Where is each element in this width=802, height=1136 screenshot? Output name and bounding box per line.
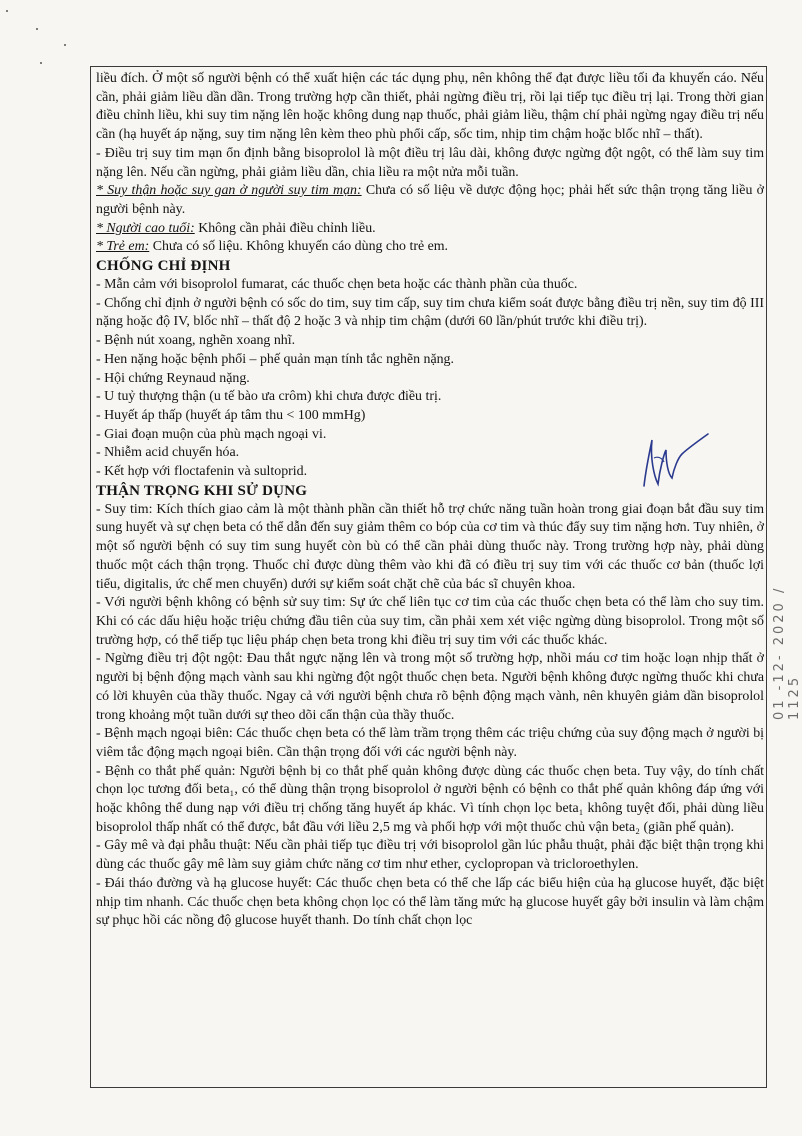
note-label: * Người cao tuổi: [96,220,195,236]
paragraph: - Điều trị suy tim mạn ổn định bằng bisoprolol là một điều trị lâu dài, không được ngừng đột ngột, có thể làm suy tim nặng lên. Nếu cần ngừng, phải giảm liều dần, chia liều ra một nửa mỗi tuần. [96,145,764,180]
special-group-note [96,220,764,239]
list-item: - Bệnh nút xoang, nghẽn xoang nhĩ. [96,333,296,349]
list-item: - Bệnh co thắt phế quản: Người bệnh bị co thắt phế quản không được dùng các thuốc chẹn beta. Tuy vậy, do tính chất chọn lọc tương đối beta₁, có thể dùng thận trọng bisoprolol ở người bệnh có bệnh co thắt phế quản không đáp ứng với hoặc không thể dung nạp với điều trị chống tăng huyết áp khác. Vì tính chọn lọc beta₁ không tuyệt đối, phải dùng liều bisoprolol thấp nhất có thể được, bắt đầu với liều 2,5 mg và phối hợp với một thuốc chủ vận beta₂ (giãn phế quản). [96,763,764,835]
margin-stamp: 01 -12- 2020 / 1125 [772,585,802,720]
document-body [96,70,764,931]
note-text: Chưa có số liệu. Không khuyến cáo dùng cho trẻ em. [149,239,449,255]
note-text: Không cần phải điều chỉnh liều. [194,220,376,236]
handwritten-signature [636,428,716,498]
list-item: - Kết hợp với floctafenin và sultoprid. [96,464,308,480]
list-item: - Hội chứng Reynaud nặng. [96,370,250,386]
note-label: * Trẻ em: [96,239,150,255]
list-item: - Giai đoạn muộn của phù mạch ngoại vi. [96,426,327,442]
special-group-note [96,182,764,219]
paragraph: liều đích. Ở một số người bệnh có thể xuất hiện các tác dụng phụ, nên không thể đạt được liều tối đa khuyến cáo. Nếu cần, phải giảm liều dần dần. Trong trường hợp cần thiết, phải ngừng điều trị, rồi lại tiếp tục điều trị lại. Trong thời gian điều chỉnh liều, khi suy tim nặng lên hoặc không dung nạp thuốc, phải giảm liều, thậm chí phải ngừng ngay điều trị nếu cần (hạ huyết áp nặng, suy tim nặng lên kèm theo phù phổi cấp, sốc tim, nhịp tim chậm hoặc blốc nhĩ – thất). [96,71,764,143]
list-item: - Bệnh mạch ngoại biên: Các thuốc chẹn beta có thể làm trầm trọng thêm các triệu chứng của suy động mạch ở người bị viêm tắc động mạch ngoại biên. Cần thận trọng đối với các người bệnh này. [96,726,764,760]
list-item: - Gây mê và đại phẫu thuật: Nếu cần phải tiếp tục điều trị với bisoprolol gần lúc phẫu thuật, phải đặc biệt thận trọng khi dùng các thuốc gây mê làm suy giảm chức năng cơ tim như ether, cyclopropan và tricloroethylen. [96,838,764,873]
list-item: - Mẫn cảm với bisoprolol fumarat, các thuốc chẹn beta hoặc các thành phần của thuốc. [96,277,578,293]
list-item: - Hen nặng hoặc bệnh phổi – phế quản mạn tính tắc nghẽn nặng. [96,351,454,367]
list-item: - Ngừng điều trị đột ngột: Đau thắt ngực nặng lên và trong một số trường hợp, nhồi máu cơ tim hoặc loạn nhịp thất ở người bị bệnh động mạch vành sau khi ngừng đột ngột thuốc chẹn beta. Người bệnh không được ngừng thuốc khi chưa có lời khuyên của thầy thuốc. Ngay cả với người bệnh chưa rõ bệnh động mạch vành, nên khuyên giảm dần bisoprolol trong khoảng một tuần dưới sự theo dõi cẩn thận của thầy thuốc. [96,651,764,723]
list-item: - Đái tháo đường và hạ glucose huyết: Các thuốc chẹn beta có thể che lấp các biểu hiện của hạ glucose huyết, đặc biệt nhịp tim nhanh. Các thuốc chẹn beta không chọn lọc có thể làm tăng mức hạ glucose huyết gây bởi insulin và làm chậm sự phục hồi các nồng độ glucose huyết thanh. Do tính chất chọn lọc [96,875,764,929]
note-text: Chưa có số liệu về dược động học; phải hết sức thận trọng tăng liều ở người bệnh này. [96,183,764,217]
list-item: - Huyết áp thấp (huyết áp tâm thu < 100 mmHg) [96,407,366,423]
special-group-note [96,238,764,257]
section-heading: THẬN TRỌNG KHI SỬ DỤNG [96,482,308,499]
list-item: - Với người bệnh không có bệnh sử suy tim: Sự ức chế liên tục cơ tim của các thuốc chẹn beta có thể làm cho suy tim. Khi có các dấu hiệu hoặc triệu chứng đầu tiên của suy tim, cần phải xem xét việc ngừng dùng bisoprolol. Trong một số trường hợp, có thể tiếp tục liệu pháp chẹn beta trong khi điều trị suy tim với các thuốc khác. [96,595,764,648]
list-item: - U tuỷ thượng thận (u tế bào ưa crôm) khi chưa được điều trị. [96,389,442,405]
list-item: - Nhiễm acid chuyển hóa. [96,445,240,461]
section-heading: CHỐNG CHỈ ĐỊNH [96,258,231,275]
list-item: - Chống chỉ định ở người bệnh có sốc do tim, suy tim cấp, suy tim chưa kiểm soát được bằng điều trị nền, suy tim độ III nặng hoặc độ IV, blốc nhĩ – thất độ 2 hoặc 3 và nhịp tim chậm (dưới 60 lần/phút trước khi điều trị). [96,295,764,330]
note-label: * Suy thận hoặc suy gan ở người suy tim mạn: [96,183,362,199]
list-item: - Suy tim: Kích thích giao cảm là một thành phần cần thiết hỗ trợ chức năng tuần hoàn trong giai đoạn bắt đầu suy tim sung huyết và sự chẹn beta có thể dẫn đến suy giảm thêm co bóp của cơ tim và thúc đẩy suy tim nặng hơn. Tuy nhiên, ở một số người bệnh có suy tim sung huyết còn bù có thể cần phải dùng thuốc này. Trong trường hợp này, phải dùng thuốc một cách thận trọng. Thuốc chỉ được dùng thêm vào khi đã có điều trị suy tim với các thuốc cơ bản (thuốc lợi tiểu, digitalis, ức chế men chuyển) dưới sự kiểm soát chặt chẽ của bác sĩ chuyên khoa. [96,501,764,592]
